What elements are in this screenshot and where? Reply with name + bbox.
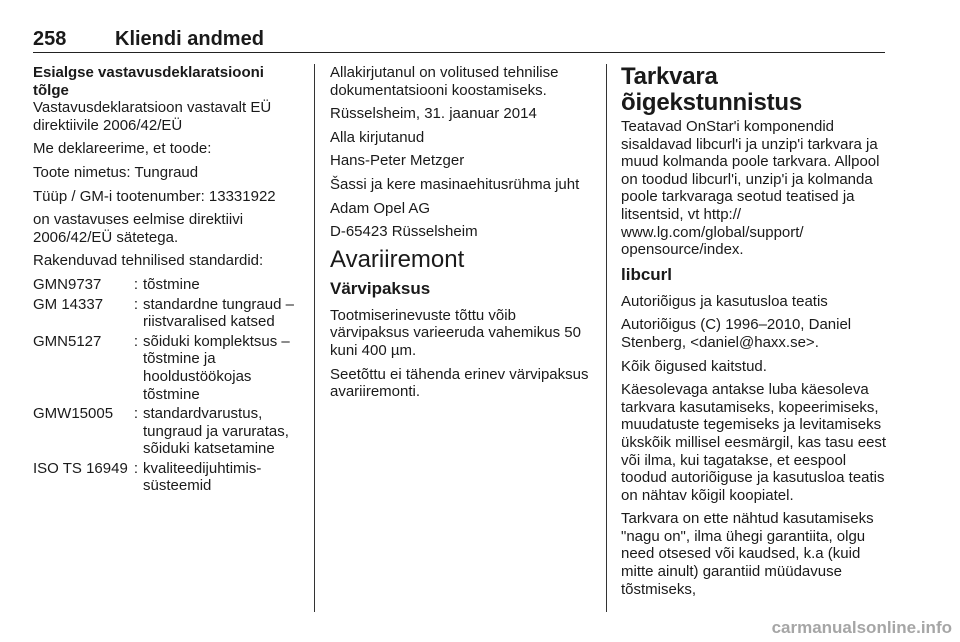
column-right	[621, 64, 889, 604]
column-left	[33, 64, 301, 497]
column-divider	[606, 64, 607, 612]
company-address: D-65423 Rüsselsheim	[330, 223, 478, 241]
as-is-text: Tarkvara on ette nähtud kasutamiseks "nagu on", ilma ühegi garantiita, olgu need otsesed või kaudsed, k.a (kuid mitte ainult) garantiid müüdavuse tõstmiseks,	[621, 510, 874, 598]
software-heading: Tarkvara õigekstunnistus	[621, 63, 803, 116]
libcurl-heading: libcurl	[621, 264, 673, 284]
column-divider	[314, 64, 315, 612]
standard-code: GMN9737	[33, 275, 102, 293]
standard-description: kvaliteedijuhtimis-süsteemid	[143, 459, 262, 495]
copyright-text: Autoriõigus (C) 1996–2010, Daniel Stenberg, <daniel@haxx.se>.	[621, 316, 852, 351]
column-middle	[330, 64, 598, 407]
paint-paragraph-2: Seetõttu ei tähenda erinev värvipaksus avariiremonti.	[330, 365, 589, 401]
copyright-title: Autoriõigus ja kasutusloa teatis	[621, 292, 828, 310]
standard-code: GMW15005	[33, 405, 114, 423]
permission-text: Käesolevaga antakse luba käesoleva tarkvara kasutamiseks, kopeerimiseks, muudatuste tegemiseks ja levitamiseks ükskõik millisel eesmärgil, kas tasu eest või ilma, kui tagatakse, et eespool toodud autoriõiguse ja kasutusloa teatis on nähtav kõigil koopiatel.	[621, 381, 887, 504]
watermark: carmanualsonline.info	[771, 618, 952, 637]
page-number: 258	[33, 28, 67, 50]
chapter-title: Kliendi andmed	[115, 28, 264, 50]
standard-row	[33, 405, 301, 460]
signatory-role: Šassi ja kere masinaehitusrühma juht	[330, 175, 580, 193]
standard-row	[33, 460, 301, 497]
place-date: Rüsselsheim, 31. jaanuar 2014	[330, 105, 537, 123]
standard-row	[33, 333, 301, 405]
product-name: Toote nimetus: Tungraud	[33, 163, 199, 181]
authorization-text: Allakirjutanul on volitused tehnilise dokumentatsiooni koostamiseks.	[330, 64, 559, 99]
standard-description: standardvarustus, tungraud ja varuratas, sõiduki katsetamine	[143, 405, 289, 458]
company-name: Adam Opel AG	[330, 199, 431, 217]
signed-label: Alla kirjutanud	[330, 128, 425, 146]
standard-separator: :	[133, 295, 139, 313]
standard-description: sõiduki komplektsus – tõstmine ja hooldustöökojas tõstmine	[143, 332, 290, 403]
standard-row	[33, 276, 301, 296]
declaration-statement: Me deklareerime, et toode:	[33, 140, 212, 158]
software-paragraph: Teatavad OnStar'i komponendid sisaldavad libcurl'i ja unzip'i tarkvara ja muud kolmanda poole tarkvara. Allpool on toodud libcurl'i, unzip'i ja kolmanda poole tarkvaraga seotud teatised ja litsentsid, vt http:// www.lg.com/global/support/ opensource/index.	[621, 118, 880, 259]
standard-separator: :	[133, 405, 139, 423]
subsection-title: Värvipaksus	[330, 278, 431, 298]
standard-separator: :	[133, 459, 139, 477]
conformity-text: on vastavuses eelmise direktiivi 2006/42/EÜ sätetega.	[33, 211, 244, 246]
standard-description: standardne tungraud – riistvaralised katsed	[143, 295, 294, 331]
standard-row	[33, 296, 301, 333]
standards-intro: Rakenduvad tehnilised standardid:	[33, 252, 264, 270]
standard-code: GMN5127	[33, 332, 102, 350]
standard-separator: :	[133, 332, 139, 350]
rights-text: Kõik õigused kaitstud.	[621, 357, 767, 375]
type-number: Tüüp / GM-i tootenumber: 13331922	[33, 187, 276, 205]
standard-separator: :	[133, 275, 139, 293]
page-header	[33, 22, 885, 53]
standard-code: ISO TS 16949	[33, 459, 128, 477]
paint-paragraph-1: Tootmiserinevuste tõttu võib värvipaksus varieeruda vahemikus 50 kuni 400 µm.	[330, 306, 581, 359]
section-title: Avariiremont	[330, 245, 465, 273]
declaration-intro: Vastavusdeklaratsioon vastavalt EÜ direktiivile 2006/42/EÜ	[33, 99, 272, 134]
signatory-name: Hans-Peter Metzger	[330, 152, 465, 170]
standard-code: GM 14337	[33, 295, 104, 313]
declaration-heading: Esialgse vastavusdeklaratsiooni tõlge	[33, 64, 264, 99]
standards-table	[33, 276, 301, 497]
standard-description: tõstmine	[143, 275, 200, 293]
